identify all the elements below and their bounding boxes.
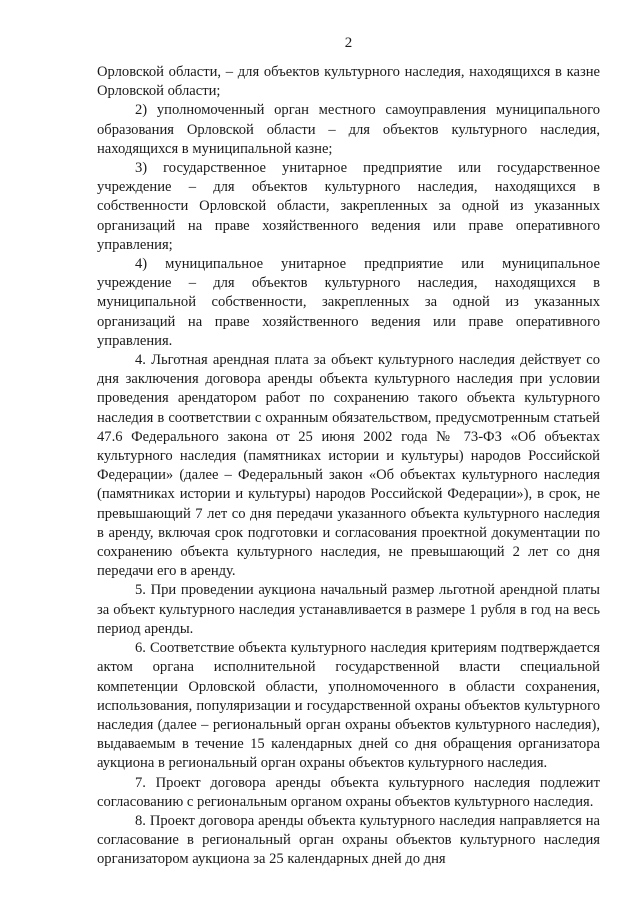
document-page (97, 34, 600, 870)
page-number: 2 (344, 35, 353, 51)
paragraph-clause-6: 6. Соответствие объекта культурного наследия критериям подтверждается актом органа исполнительной государственной власти специальной компетенции Орловской области, уполномоченного в области сохранения, использования, популяризации и государственной охраны объектов культурного наследия (далее – региональный орган охраны объектов культурного наследия), выдаваемым в течение 15 календарных дней со дня обращения организатора аукциона в региональный орган охраны объектов культурного наследия. (97, 640, 600, 772)
paragraph-item-3: 3) государственное унитарное предприятие или государственное учреждение – для объектов культурного наследия, находящихся в собственности Орловской области, закрепленных за одной из указанных организаций на праве хозяйственного ведения или праве оперативного управления; (97, 160, 600, 253)
paragraph-item-4: 4) муниципальное унитарное предприятие или муниципальное учреждение – для объектов культурного наследия, находящихся в муниципальной собственности, закрепленных за одной из указанных организаций на праве хозяйственного ведения или праве оперативного управления. (97, 256, 600, 349)
paragraph-clause-5: 5. При проведении аукциона начальный размер льготной арендной платы за объект культурного наследия устанавливается в размере 1 рубля в год на весь период аренды. (97, 582, 600, 637)
paragraph-clause-7: 7. Проект договора аренды объекта культурного наследия подлежит согласованию с региональным органом охраны объектов культурного наследия. (97, 774, 600, 810)
paragraph-clause-8: 8. Проект договора аренды объекта культурного наследия направляется на согласование в региональный орган охраны объектов культурного наследия организатором аукциона за 25 календарных дней до дня (97, 812, 600, 868)
paragraph-item-2: 2) уполномоченный орган местного самоуправления муниципального образования Орловской области – для объектов культурного наследия, находящихся в муниципальной казне; (97, 102, 600, 157)
paragraph-clause-4: 4. Льготная арендная плата за объект культурного наследия действует со дня заключения договора аренды объекта культурного наследия при условии проведения арендатором работ по сохранению такого объекта культурного наследия в соответствии с охранным обязательством, предусмотренным статьей 47.6 Федерального закона от 25 июня 2002 года № 73-ФЗ «Об объектах культурного наследия (памятниках истории и культуры) народов Российской Федерации» (далее – Федеральный закон «Об объектах культурного наследия (памятниках истории и культуры) народов Российской Федерации»), в срок, не превышающий 7 лет со дня передачи указанного объекта культурного наследия в аренду, включая срок подготовки и согласования проектной документации по сохранению объекта культурного наследия, не превышающий 2 лет со дня передачи его в аренду. (97, 352, 600, 580)
paragraph-continuation: Орловской области, – для объектов культурного наследия, находящихся в казне Орловской области; (97, 64, 600, 100)
